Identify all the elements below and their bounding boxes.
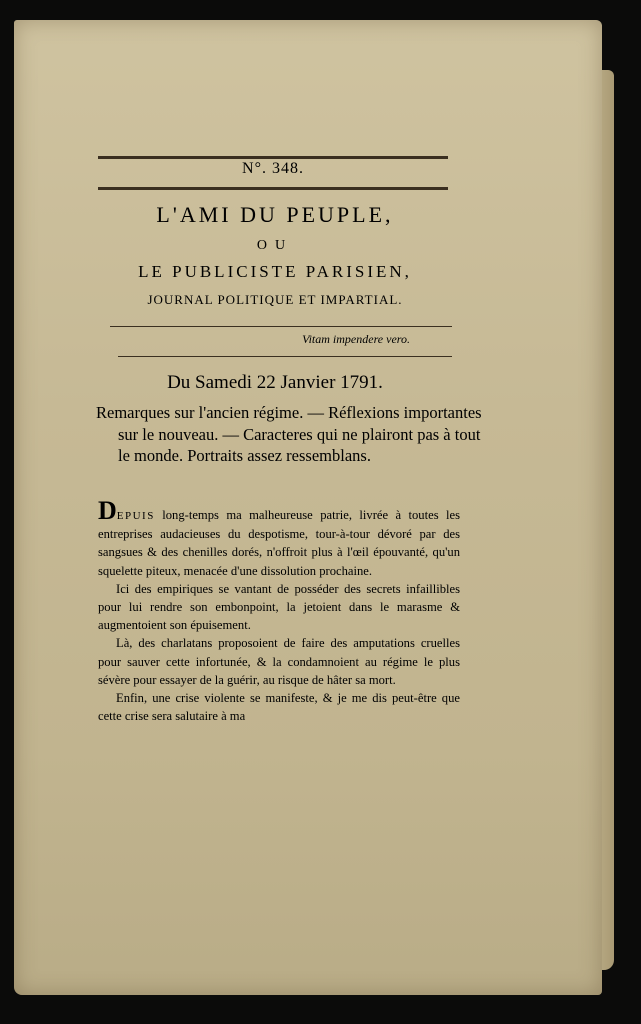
paragraph-3: Là, des charlatans proposoient de faire des amputations cruelles pour sauver cette infortunée, & la condamnoient au régime le plus sévère pour essayer de la guérir, au risque de hâter sa mort. [98, 636, 460, 687]
masthead-description: JOURNAL POLITIQUE ET IMPARTIAL. [147, 292, 403, 307]
masthead-rule [98, 187, 448, 190]
top-rule [98, 156, 448, 159]
article-body [98, 496, 460, 725]
drop-cap: D [98, 496, 117, 525]
opening-small-caps: EPUIS [116, 510, 155, 522]
paragraph-2: Ici des empiriques se vantant de posséder des secrets infaillibles pour lui rendre son embonpoint, la jetoient dans le marasme & augmentoient son épuisement. [98, 581, 460, 633]
paragraph-4: Enfin, une crise violente se manifeste, & je me dis peut-être que cette crise sera salutaire à ma [98, 691, 460, 724]
motto-rule-top [110, 326, 452, 327]
masthead-subtitle: LE PUBLICISTE PARISIEN, [138, 262, 412, 281]
masthead-conjunction: OU [256, 238, 294, 253]
masthead-title: L'AMI DU PEUPLE, [156, 202, 394, 227]
article-summary: Remarques sur l'ancien régime. — Réflexions importantes sur le nouveau. — Caracteres qui ne plairont pas à tout le monde. Portraits assez ressemblans. [96, 403, 482, 465]
paragraph-1-text: long-temps ma malheureuse patrie, livrée à toutes les entreprises audacieuses du despotisme, tour-à-tour dévoré par des sangsues & des chenilles dorés, n'offroit plus à l'œil épouvanté, qu'un squelette piteux, menacée d'une dissolution prochaine. [98, 508, 460, 578]
issue-date: Du Samedi 22 Janvier 1791. [167, 372, 383, 393]
issue-number: N°. 348. [242, 160, 304, 177]
paragraph-1 [98, 496, 460, 580]
motto: Vitam impendere vero. [302, 332, 410, 346]
motto-rule-bottom [118, 356, 452, 357]
